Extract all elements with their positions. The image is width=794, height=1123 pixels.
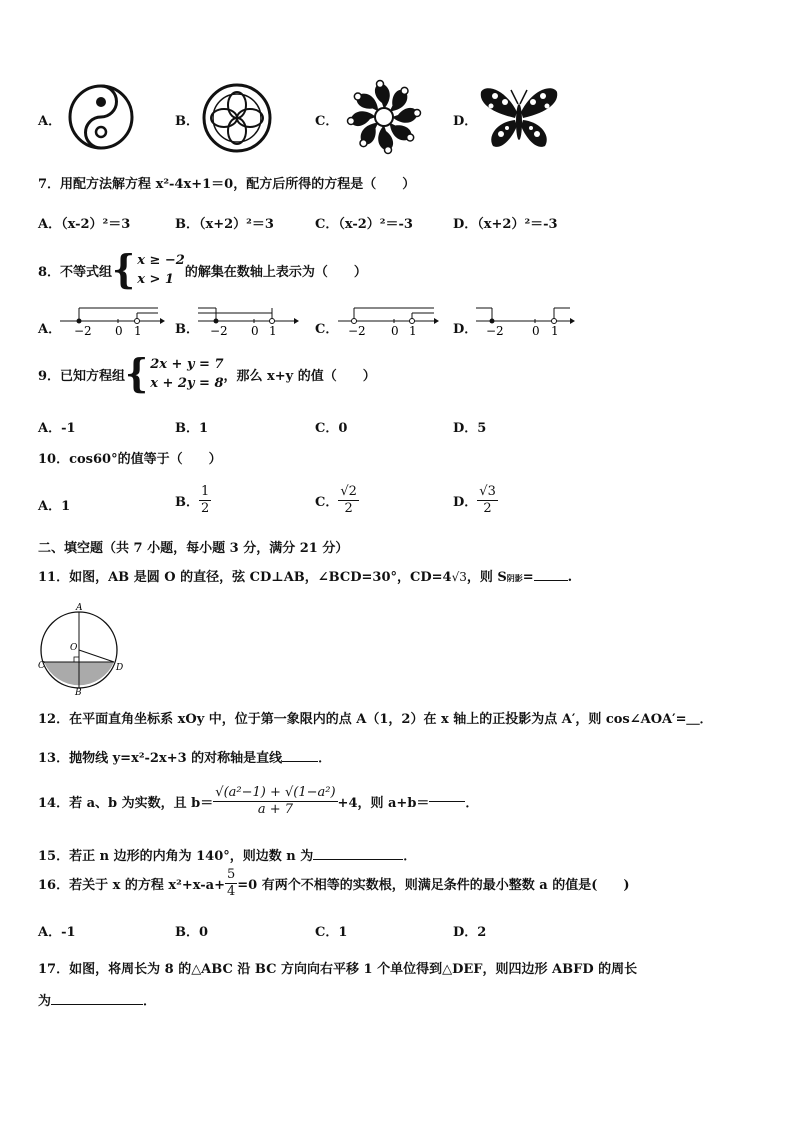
q6-option-b-label: B． [175,114,199,129]
q7-option-c: C．（x-2）²＝-3 [315,217,413,232]
q16-option-d: D．2 [453,925,487,940]
q14-suffix: +4，则 a+b＝ [337,796,430,811]
butterfly-figure [477,82,561,154]
tick-label: 1 [409,324,417,338]
q9-option-d: D．5 [453,421,487,436]
q17-line1: 17．如图，将周长为 8 的△ABC 沿 BC 方向向右平移 1 个单位得到△DEF，则四边形 ABFD 的周长 [38,962,638,977]
fraction-numerator: 5 [227,867,236,882]
tick-label: 0 [115,324,123,338]
point-label: D [116,663,124,673]
q9-prefix: 9．已知方程组 [38,368,126,384]
q7-option-b: B．（x+2）²＝3 [175,217,274,232]
q10-option-a: A．1 [38,499,71,514]
q15-stem [38,845,416,864]
q16-option-c: C．1 [315,925,348,940]
q9-suffix: ，那么 x+y 的值（ ） [223,368,376,384]
q11-stem [38,566,572,585]
q8-option-c-label: C． [315,322,339,337]
q12-stem: 12．在平面直角坐标系 xOy 中，位于第一象限内的点 A（1，2）在 x 轴上的正投影为点 A′，则 cos∠AOA′=＿． [38,712,713,727]
q8-inequality-system [112,246,185,294]
fraction-numerator: 1 [201,484,210,499]
q15-text: 15．若正 n 边形的内角为 140°，则边数 n 为 [38,849,314,864]
q17-text: 为 [38,994,52,1009]
q16-suffix: =0 有两个不相等的实数根，则满足条件的最小整数 a 的值是( ) [237,878,630,893]
tick-label: −2 [74,324,92,338]
q11-subscript: 阴影 [506,573,523,583]
q17-line2 [38,990,156,1009]
q14-stem [38,785,478,818]
q13-end: ． [318,751,332,766]
q13-text: 13．抛物线 y=x²-2x+3 的对称轴是直线 [38,751,283,766]
point-label: A [76,603,83,613]
q9-option-c: C．0 [315,421,348,436]
q8-prefix: 8．不等式组 [38,264,113,280]
q8-option-b-label: B． [175,322,199,337]
pinwheel-figure [340,77,428,157]
q7-option-d: D．（x+2）²＝-3 [453,217,558,232]
q6-option-c-label: C． [315,114,339,129]
q11-text-c: = [522,570,534,585]
q8-stem [38,246,367,294]
q10-stem: 10．cos60°的值等于（ ） [38,452,222,467]
brace-icon: { [125,350,149,398]
q6-option-d-label: D． [453,114,478,129]
answer-blank[interactable] [313,859,403,860]
q8-option-a-label: A． [38,322,62,337]
flower-circle-figure [200,81,274,155]
tick-label: 1 [551,324,559,338]
q6-option-a-label: A． [38,114,62,129]
q8-row1: x ≥ −2 [137,253,185,268]
point-label: B [75,688,82,696]
q10-option-c [315,484,359,517]
q16-stem [38,867,630,900]
q11-text-a: 11．如图，AB 是圆 O 的直径，弦 CD⊥AB，∠BCD=30°，CD=4 [38,570,452,585]
fraction-denominator: 2 [483,501,492,516]
q10-option-c-label: C． [315,495,339,510]
q15-end: ． [403,849,417,864]
q16-option-a: A．-1 [38,925,76,940]
number-line-c [336,304,442,340]
q9-option-a: A．-1 [38,421,76,436]
tick-label: 1 [134,324,142,338]
tick-label: 1 [269,324,277,338]
number-line-b [196,304,302,340]
fraction-denominator: a + 7 [257,802,293,817]
point-label: O [70,643,78,653]
tick-label: 0 [532,324,540,338]
q7-option-a: A．（x-2）²＝3 [38,217,131,232]
q13-stem [38,747,331,766]
q17-end: ． [143,994,157,1009]
fraction-denominator: 2 [344,501,353,516]
brace-icon: { [112,246,136,294]
tick-label: 0 [391,324,399,338]
q9-row2: x + 2y = 8 [150,376,224,391]
q8-row2: x > 1 [137,272,174,287]
answer-blank[interactable] [534,580,568,581]
section-heading: 二、填空题（共 7 小题，每小题 3 分，满分 21 分） [38,541,349,556]
q11-text-b: ，则 S [466,570,507,585]
q9-stem [38,350,376,398]
q8-option-d-label: D． [453,322,478,337]
tick-label: −2 [348,324,366,338]
q16-prefix: 16．若关于 x 的方程 x²+x-a+ [38,878,225,893]
q11-sqrt3: √3 [451,570,467,584]
q10-option-d-label: D． [453,495,478,510]
tick-label: 0 [251,324,259,338]
circle-diagram [38,600,126,696]
q14-end: ． [465,796,479,811]
fraction-numerator: √2 [340,484,357,499]
number-line-a [58,304,166,340]
fraction-denominator: 4 [227,884,236,899]
q7-stem: 7．用配方法解方程 x²-4x+1＝0，配方后所得的方程是（ ） [38,177,416,192]
tick-label: −2 [486,324,504,338]
answer-blank[interactable] [51,1004,143,1005]
q9-option-b: B．1 [175,421,209,436]
fraction-numerator: √(a²−1) + √(1−a²) [215,785,336,800]
q10-option-b-label: B． [175,495,199,510]
q9-row1: 2x + y = 7 [150,357,224,372]
point-label: C [38,661,45,671]
yin-yang-figure [64,80,138,154]
answer-blank[interactable] [429,801,465,802]
q8-suffix: 的解集在数轴上表示为（ ） [184,264,367,280]
number-line-d [474,304,578,340]
fraction-denominator: 2 [201,501,210,516]
q11-end: . [567,570,573,585]
tick-label: −2 [210,324,228,338]
q14-prefix: 14．若 a、b 为实数，且 b＝ [38,796,214,811]
q16-option-b: B．0 [175,925,209,940]
answer-blank[interactable] [282,761,318,762]
q10-option-d [453,484,498,517]
fraction-numerator: √3 [479,484,496,499]
q10-option-b [175,484,211,517]
q9-equation-system [125,350,224,398]
